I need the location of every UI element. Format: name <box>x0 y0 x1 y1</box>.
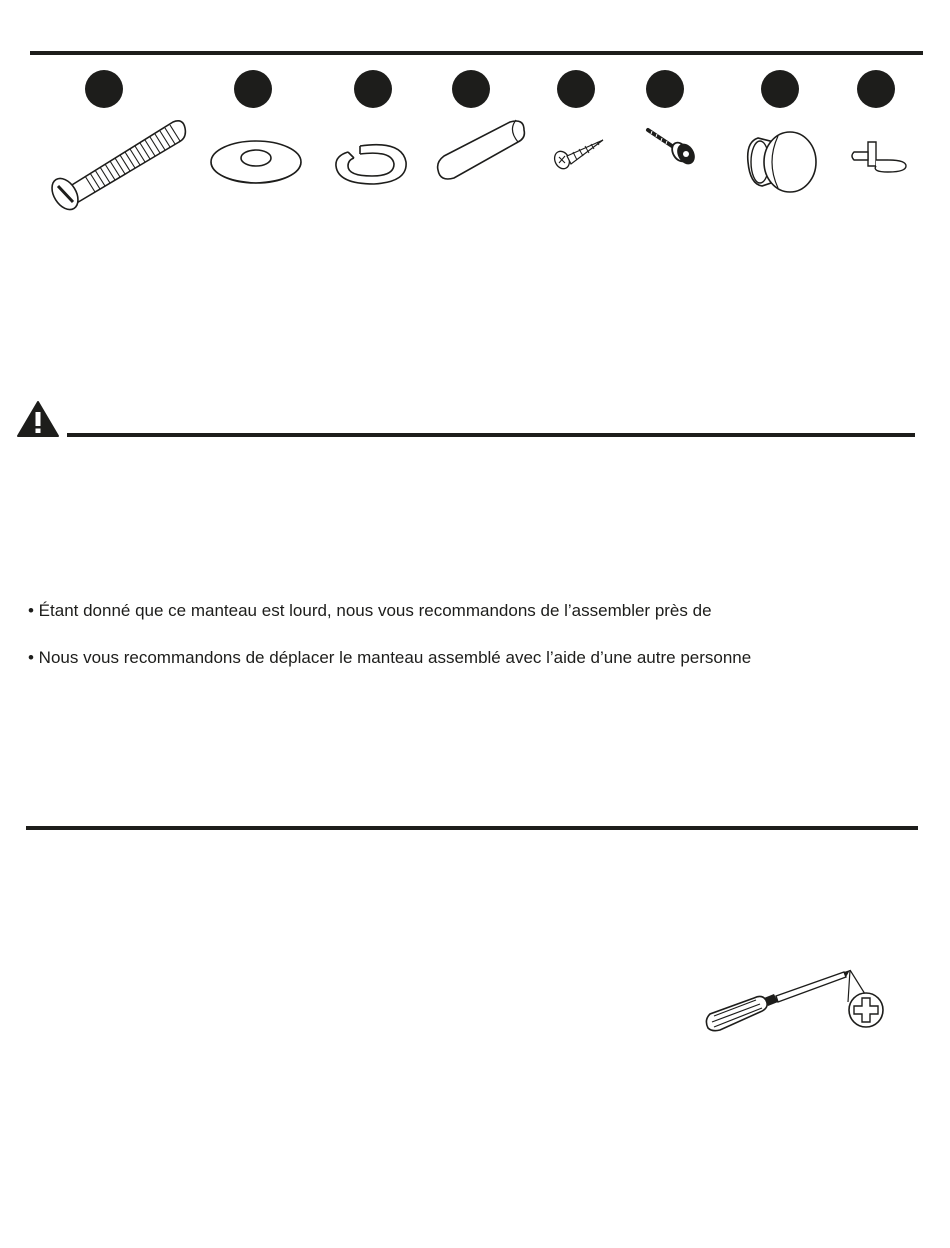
shelf-pin-icon <box>848 136 910 176</box>
part-marker-3 <box>354 70 392 108</box>
flat-washer-icon <box>208 136 304 188</box>
part-marker-2 <box>234 70 272 108</box>
warning-triangle-icon <box>16 400 60 438</box>
wood-screw-icon <box>551 136 607 172</box>
part-marker-8 <box>857 70 895 108</box>
safety-section-rule <box>67 433 915 437</box>
part-marker-4 <box>452 70 490 108</box>
safety-bullet-1: • Étant donné que ce manteau est lourd, nous vous recommandons de l’assembler près de <box>28 601 712 620</box>
part-marker-1 <box>85 70 123 108</box>
knob-icon <box>744 128 822 194</box>
machine-screw-icon <box>45 112 190 214</box>
tools-section-rule <box>26 826 918 830</box>
part-marker-6 <box>646 70 684 108</box>
cam-bolt-icon <box>644 124 700 168</box>
phillips-screwdriver-icon <box>700 962 890 1042</box>
part-marker-5 <box>557 70 595 108</box>
part-marker-7 <box>761 70 799 108</box>
hardware-section-rule <box>30 51 923 55</box>
safety-bullet-2: • Nous vous recommandons de déplacer le manteau assemblé avec l’aide d’une autre personne <box>28 648 752 667</box>
lock-washer-icon <box>330 138 412 188</box>
wood-dowel-icon <box>432 114 528 184</box>
